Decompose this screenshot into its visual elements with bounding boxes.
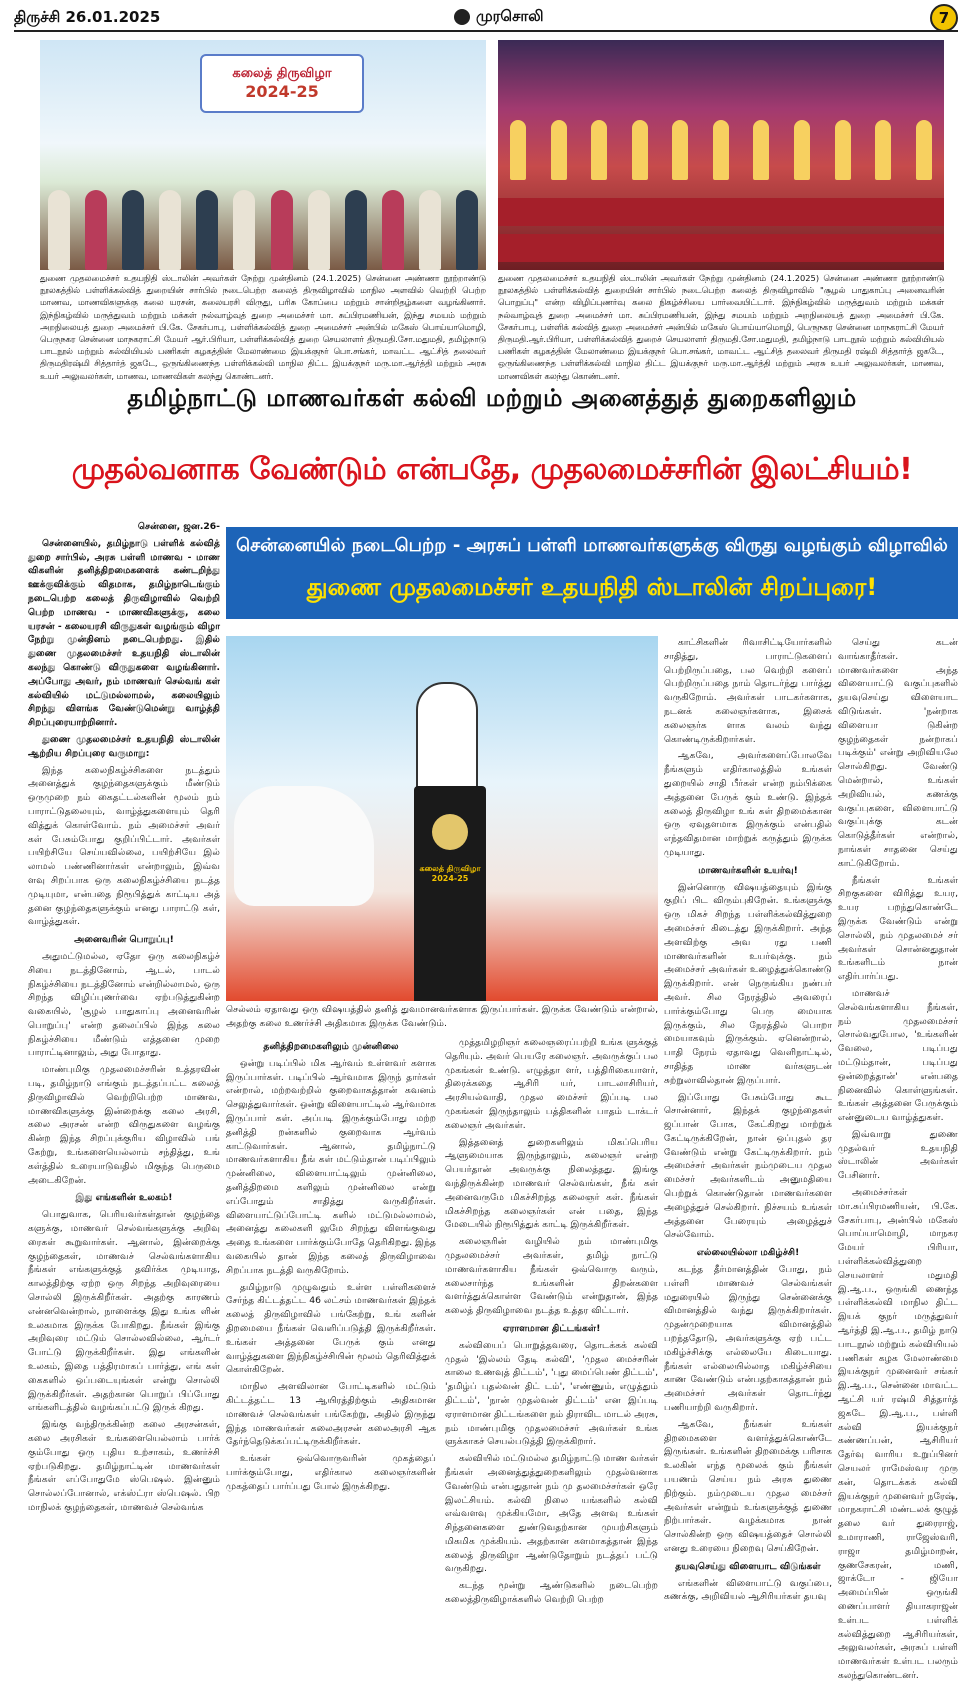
paragraph: கடந்த தீர்மானத்தின் போது, நம் பள்ளி மாணவச் செல்வங்கள் மதுரையில் இருந்து சென்னைக்கு விமானத்தில் வந்து இருக்கிறார்கள். முதன்முறையாக விமானத்தில் பறந்ததோடு, அவர்களுக்கு ஏற் பட்ட மகிழ்ச்சிக்கு எல்லையே கிடையாது. நீங்கள் எல்லையில்லாத மகிழ்ச்சியை காண வேண்டும் என்பதற்காகத்தான் நம் அமைச்சர் அவர்கள் தொடர்ந்து பணியாற்றி வருகிறார். xyxy=(664,1264,832,1414)
paragraph: இந்த கலைநிகழ்ச்சிகளை நடத்தும் அனைத்துக் குழந்தைகளுக்கும் மீண்டும் ஒருமுறை நம் கைதட்டல்களின் மூலம் நம் பாராட்டுதலையும், வாழ்த்துகளையும் தெரி வித்துக் கொள்வோம். நம் அமைச்சர் அவர் கள் பேசும்போது குறிப்பிட்டார். அவர்கள் பயிற்சியே செய்யவில்லை, பயிற்சியே இல் லாமல் பண்ணினார்கள் என்றாலும், இவ்வ ளவு சிறப்பாக ஒரு கலைநிகழ்ச்சியை நடத்த முடியுமா, என்பதை நிரூபித்துக் காட்டிய அத் தனை குழந்தைகளுக்கும் எனது பாராட்டு கள், வாழ்த்துகள். xyxy=(28,764,220,928)
podium-label: கலைத் திருவிழா 2024-25 xyxy=(419,864,481,883)
paragraph: இவ்வாறு துணை முதல்வர் உதயநிதி ஸ்டாலின் அவர்கள் பேசினார். xyxy=(838,1128,958,1182)
paragraph: மாணவச் செல்வங்களாகிய நீங்கள், நம் முதலமைச்சர் சொல்வதுபோல, 'உங்களின் வேலை, படிப்பது மட்டும்தான், படிப்பது ஒன்றைத்தான்' என்பதை நினைவில் கொள்ளுங்கள். உங்கள் அத்தனை பேருக்கும் என்னுடைய வாழ்த்துகள். xyxy=(838,987,958,1124)
paragraph: மாநில அளவிலான போட்டிகளில் மட்டும் கிட்டத்தட்ட 13 ஆயிரத்திற்கும் அதிகமான மாணவச் செல்வங்கள் பங்கேற்று, அதில் இருந்து இந்த மாணவர்கள் கலைஅரசன் கலைஅரசி ஆக தேர்ந்தெடுக்கப்பட்டிருக்கிறீர்கள். xyxy=(226,1381,436,1448)
article-column-1 xyxy=(28,520,220,1513)
speaker-continuation: செல்லம் ஏதாவது ஒரு விஷயத்தில் தனித் துவமானவர்களாக இருப்பார்கள். இருக்க வேண்டும் என்றால், அதற்கு கலை உணர்ச்சி அதிகமாக இருக்க வேண்டும். xyxy=(226,1004,658,1029)
paragraph: இன்னொரு விஷயத்தையும் இங்கு குறிப் பிட விரும்புகிறேன். உங்களுக்கு ஒரு மிகச் சிறந்த பள்ளிக்கல்வித்துறை அமைச்சர் கிடைத்து இருக்கிறார். அந்த அளவிற்கு அவ ரது பணி மாணவர்களின் உயர்வுக்கு. நம் அமைச்சர் அவர்கள் உழைத்துக்கொண்டு இருக்கிறார். என் நெருங்கிய நண்பர் அவர். சில நேரத்தில் அவரைப் பார்க்கும்போது பெரு மையாக இருக்கும், சில நேரத்தில் பொறா மையாகவும் இருக்கும். ஏனென்றால், பாதி நேரம் ஏதாவது வெளிநாட்டில், சாதித்த மாண வர்களுடன் சுற்றுலாவில்தான் இருப்பார். xyxy=(664,881,832,1086)
paragraph: துணை முதலமைச்சர் உதயநிதி ஸ்டாலின் ஆற்றிய சிறப்புரை வருமாறு: xyxy=(28,733,220,759)
paragraph: நீங்கள் உங்கள் சிறகுகளை விரித்து உயர, உயர பறந்துகொண்டே இருக்க வேண்டும் என்று சொல்லி, நம் முதலமைச் சர் அவர்கள் சொன்னதுதான் உங்களிடம் நான் எதிர்பார்ப்பது. xyxy=(838,874,958,983)
section-heading: ஏராளமான திட்டங்கள்! xyxy=(502,1322,601,1334)
paragraph: ஆகவே, நீங்கள் உங்கள் திறமைகளை வளர்த்துக்கொண்டே இருங்கள். உங்களின் திறமைக்கு பரிசாக உலகின் எந்த மூலைக் கும் நீங்கள் பயணம் செய்ய நம் அரசு துணை நிற்கும். நம்முடைய முதல மைச்சர் அவர்கள் என்றும் உங்களுக்குத் துணை நிற்பார்கள். வழக்கமாக நான் சொல்கின்ற ஒரு விஷயத்தைச் சொல்லி எனது உரையை நிறைவு செய்கிறேன். xyxy=(664,1418,832,1554)
photo-caption-right: துணை முதலமைச்சர் உதயநிதி ஸ்டாலின் அவர்கள் நேற்று முன்தினம் (24.1.2025) சென்னை அண்ணா நூற்றாண்டு நூலகத்தில் பள்ளிக்கல்வித் துறையின் சார்பில் நடைபெற்ற கலைத் திருவிழாவில் "சூழல் பாதுகாப்பு அனைவரின் பொறுப்பு" என்ற விழிப்புணர்வு கலை நிகழ்ச்சியை பார்வையிட்டார். இந்நிகழ்வில் மருத்துவம் மற்றும் மக்கள் நல்வாழ்வுத் துறை அமைச்சர் மா. சுப்பிரமணியன், இந்து சமயம் மற்றும் அறநிலையத் துறை அமைச்சர் பி.கே. சேகர்பாபு, பள்ளிக் கல்வித் துறை அமைச்சர் அன்பில் மகேஸ் பொய்யாமொழி, பெருநகர சென்னை மாநகராட்சி மேயர் திருமதி.ஆர்.பிரியா, பள்ளிக்கல்வித் துறைச் செயலாளர் திருமதி.சோ.மதுமதி, தமிழ்நாடு பாடநூல் மற்றும் கல்வியியல் பணிகள் கழகத்தின் மேலாண்மை இயக்குநர் பொ.சங்கர், மாவட்ட ஆட்சித் தலைவர் திருமதி ரஷ்மி சித்தார்த் ஜகடே, ஒருங்கிணைந்த பள்ளிக்கல்வி மாநில திட்ட இயக்குநர் மரு.மா.ஆர்த்தி மற்றும் அரசு உயர் அலுவலர்கள், மாணவ, மாணவிகள் கலந்து கொண்டனர். xyxy=(498,273,944,381)
paragraph: ஒன்று படிப்பில் மிக ஆர்வம் உள்ளவர் களாக இருப்பார்கள். படிப்பில் ஆர்வமாக இருந் தார்கள் என்றால், மற்றவற்றில் குறைவாகத்தான் கவனம் செலுத்துவார்கள். ஒன்று விளையாட்டில் ஆர்வமாக இருப்பார் கள். அப்படி இருக்கும்போது மற்ற தனித்தி றன்களில் குறைவாக ஆர்வம் காட்டுவார்கள். ஆனால், தமிழ்நாட்டு மாணவர்களாகிய நீங் கள் மட்டும்தான் படிப்பிலும் முன்னிலை, விளையாட்டிலும் முன்னிலை, தனித்திறமை களிலும் முன்னிலை என்று எப்போதும் சாதித்து வருகிறீர்கள். விளையாட்டுப்போட்டி களில் மட்டுமல்லாமல், அனைத்து கலைகளி லுமே சிறந்து விளங்குவது அதை உங்களை பார்க்கும்போதே தெரிகிறது. இந்த வகையில் தான் இந்த கலைத் திருவிழாவை சிறப்பாக நடத்தி வருகிறோம். xyxy=(226,1057,436,1276)
paragraph: எங்களின் விளையாட்டு வகுப்பை, கணக்கு, அறிவியல் ஆசிரியர்கள் தயவு xyxy=(664,1577,832,1603)
masthead xyxy=(454,7,544,27)
paragraph: கடந்த மூன்று ஆண்டுகளில் நடைபெற்ற கலைத்திருவிழாக்களில் வெற்றி பெற்ற xyxy=(445,1580,658,1606)
paragraph: ஆகவே, அவர்களைப்போலவே நீங்களும் எதிர்காலத்தில் உங்கள் துறையில் சாதி பீர்கள் என்ற நம்பிக்கை அத்தனை பேருக் கும் உண்டு. இந்தக் கலைத் திருவிழா உங் கள் திறமைக்கான ஒரு ஏவுதளமாக இருக்கும் என்பதில் எந்தவிதமான மாற்றுக் கருத்தும் இருக்க முடியாது. xyxy=(664,750,832,858)
sub-headline: தமிழ்நாட்டு மாணவர்கள் கல்வி மற்றும் அனைத்துத் துறைகளிலும் xyxy=(127,384,857,412)
podium xyxy=(414,786,486,1001)
paragraph: செய்து கடன் வாங்காதீர்கள். மாணவர்களை அந்த விளையாட்டு வகுப்புகளில் தயவுசெய்து விளையாட விடுங்கள். 'நன்றாக விளையா டுகின்ற குழந்தைகள் நன்றாகப் படிக்கும்' என்று அறிவியலே சொல்கிறது. வேண்டு மென்றால், உங்கள் அறிவியல், கணக்கு வகுப்புகளை, விளையாட்டு வகுப்புக்கு கடன் கொடுத்தீர்கள் என்றால், நாங்கள் சாதனை செய்து காட்டுகிறோம். xyxy=(838,637,958,869)
banner-year: 2024-25 xyxy=(245,82,319,101)
banner-title: கலைத் திருவிழா xyxy=(232,66,332,81)
section-heading: இது எங்களின் உலகம்! xyxy=(75,1192,173,1204)
government-seal-icon xyxy=(432,814,468,850)
newspaper-logo-icon xyxy=(454,9,470,25)
section-heading: மாணவர்களின் உயர்வு! xyxy=(698,864,798,876)
paragraph: இத்தனைத் துறைகளிலும் மிகப்பெரிய ஆளுமையாக இருந்தாலும், கலைஞர் என்ற பெயர்தான் அவருக்கு நிலைத்தது. இங்கு வந்திருக்கின்ற மாணவர் செல்வங்கள், நீங் கள் அனைவருமே மிகச்சிறந்த கலைஞர் கள். நீங்கள் மிகச்சிறந்த கலைஞர்கள் என் பதை, இந்த மேடையில் நிரூபித்துக் காட்டி இருக்கிறீர்கள். xyxy=(445,1136,658,1231)
section-heading: அனைவரின் பொறுப்பு! xyxy=(74,934,174,946)
photo-caption-left: துணை முதலமைச்சர் உதயநிதி ஸ்டாலின் அவர்கள் நேற்று முன்தினம் (24.1.2025) சென்னை அண்ணா நூற்றாண்டு நூலகத்தில் பள்ளிக்கல்வித் துறையின் சார்பில் நடைபெற்ற கலைத் திருவிழாவில் மாநில அளவில் வெற்றி பெற்ற மாணவ, மாணவிகளுக்கு கலை யரசன், கலையரசி விருது, பரிசு கோப்பை மற்றும் சான்றிதழ்களை வழங்கினார். இந்நிகழ்வில் மருத்துவம் மற்றும் மக்கள் நல்வாழ்வுத் துறை அமைச்சர் மா. சுப்பிரமணியன், இந்து சமயம் மற்றும் அறநிலையத் துறை அமைச்சர் பி.கே. சேகர்பாபு, பள்ளிக்கல்வித் துறை அமைச்சர் அன்பில் மகேஸ் பொய்யாமொழி, பெருநகர சென்னை மாநகராட்சி மேயர் ஆர்.பிரியா, பள்ளிக்கல்வித் துறை செயலாளர் திருமதி.சோ.மதுமதி, தமிழ்நாடு பாடநூல் மற்றும் கல்வியியல் பணிகள் கழகத்தின் மேலாண்மை இயக்குநர் பொ.சங்கர், மாவட்ட ஆட்சித் தலைவர் திருமதிரஷ்மி சித்தார்த் ஜகடே, ஒருங்கிணைந்த பள்ளிக்கல்வி மாநில திட்ட இயக்குநர் மரு.மா.ஆர்த்தி மற்றும் அரசு உயர் அலுவலர்கள், மாணவ, மாணவிகள் கலந்து கொண்டனர். xyxy=(40,273,486,381)
article-column-4 xyxy=(664,636,832,1603)
paragraph: முத்தமிழறிஞர் கலைஞரைப்பற்றி உங்க ளுக்குத் தெரியும். அவர் பெயரே கலைஞர். அவருக்குப் பல முகங்கள் உண்டு. எழுத்தா ளர், பத்திரிகையாளர், திரைக்கதை ஆசிரி யர், பாடலாசிரியர், அரசியல்வாதி, முதல மைச்சர் இப்படி பல முகங்கள் இருந்தாலும் பத்திகளின் பாதம் டாக்டர் கலைஞர் அவர்கள். xyxy=(445,1037,658,1131)
paragraph: கலைஞரின் வழியில் நம் மாண்புமிகு முதலமைச்சர் அவர்கள், தமிழ் நாட்டு மாணவர்களாகிய நீங்கள் ஒவ்வொரு வரும், கலைசார்ந்த உங்களின் திறன்களை வளர்த்துக்கொள்ள வேண்டும் என்றுதான், இந்த கலைத் திருவிழாவை நடத்த உத்தர விட்டார். xyxy=(445,1236,658,1317)
article-column-2 xyxy=(226,1036,436,1492)
paragraph: உங்கள் ஒவ்வொருவரின் முகத்தைப் பார்க்கும்போது, எதிர்கால கலைஞர்களின் முகத்தைப் பார்ப்பது போல் இருக்கிறது. xyxy=(226,1453,436,1492)
newspaper-name: முரசொலி xyxy=(476,7,544,25)
section-heading: எல்லையில்லா மகிழ்ச்சி! xyxy=(696,1247,800,1259)
speaker-photo xyxy=(226,636,658,1001)
speaker-figure xyxy=(416,682,478,796)
paragraph: இங்கு வந்திருக்கின்ற கலை அரசன்கள், கலை அரசிகள் உங்களையெல்லாம் பார்க் கும்போது ஒரு புதிய உற்சாகம், உணர்ச்சி ஏற்படுகிறது. தமிழ்நாட்டின் மாணவர்கள் நீங்கள் எப்போதுமே ஸ்பெஷல். இன்னும் சொல்லப்போனால், எக்ஸ்ட்ரா ஸ்பெஷல். பிற மாநிலக் குழந்தைகள், மாணவச் செல்வங்க xyxy=(28,1419,220,1513)
paragraph: அமைச்சர்கள் மா.சுப்பிரமணியன், பி.கே. சேகர்பாபு, அன்பில் மகேஸ் பொய்யாமொழி, மாநகர மேயர் பிரியா, பள்ளிக்கல்வித்துறை செயலாளர் மதுமதி இ.ஆ.ப., ஒருங்கி ணைந்த பள்ளிக்கல்வி மாநில திட்ட இயக் குநர் மருத்துவர் ஆர்த்தி இ.ஆ.ப., தமிழ் நாடு பாடநூல் மற்றும் கல்வியியல் பணிகள் கழக மேலாண்மை இயக்குநர் முனைவர் சங்கர் இ.ஆ.ப., சென்னை மாவட்ட ஆட்சி யர் ரஷ்மி சித்தார்த் ஜகடே இ.ஆ.ப., பள்ளி கல்வி இயக்குநர் கண்ணப்பன், ஆசிரியர் தேர்வு வாரிய உறுப்பினர் செயலர் ராமேஸ்வர முரு கன், தொடக்கக் கல்வி இயக்குநர் முனைவர் நரேஷ், மாநகராட்சி மண்டலக் குழுத் தலை வர் துரைராஜ், உமாராணி, ராஜேஸ்வரி, ராஜா தமிழ்மாறன், குணசேகரன், மணி, ஜாக்டோ - ஜியோ அமைப்பின் ஒருங்கி ணைப்பாளர் தியாகராஜன் உள்பட பள்ளிக் கல்வித்துறை ஆசிரியர்கள், அலுவலர்கள், அரசுப் பள்ளி மாணவர்கள் உள்பட பலரும் கலந்துகொண்டனர். xyxy=(838,1187,958,1681)
festival-banner xyxy=(200,54,364,113)
article-column-5 xyxy=(838,636,958,1681)
lead-paragraph: சென்னையில், தமிழ்நாடு பள்ளிக் கல்வித் துறை சார்பில், அரசு பள்ளி மாணவ - மாண விகளின் தனித்திறமைகளைக் கண்டறிந்து ஊக்குவிக்கும் விதமாக, தமிழ்நாடெங்கும் நடைபெற்ற கலைத் திருவிழாவில் வெற்றி பெற்ற மாணவ - மாணவிகளுக்கு, கலை யரசன் - கலையரசி விருதுகள் வழங்கும் விழா நேற்று முன்தினம் நடைபெற்றது. இதில் துணை முதலமைச்சர் உதயநிதி ஸ்டாலின் கலந்து கொண்டு விருதுகளை வழங்கினார். அப்போது அவர், நம் மாணவர் செல்வங் கள் கல்வியில் மட்டுமல்லாமல், கலையிலும் சிறந்து விளங்க வேண்டுமென்று வாழ்த்தி சிறப்புரையாற்றினார். xyxy=(28,537,220,729)
dancers xyxy=(498,110,944,180)
paragraph: கல்வியைப் பொறுத்தவரை, தொடக்கக் கல்வி முதல் 'இல்லம் தேடி கல்வி', 'முதல மைச்சரின் காலை உணவுத் திட்டம்', 'புது மைப்பெண் திட்டம்', 'தமிழ்ப் புதல்வன் திட் டம்', 'எண்ணும், எழுத்தும் திட்டம்', 'நான் முதல்வன் திட்டம்' என இப்படி ஏராளமான திட்டங்களை நம் திராவிட மாடல் அரசு, நம் மாண்புமிகு முதலமைச்சர் அவர்கள் உங்க ளுக்காகச் செயல்படுத்தி இருக்கிறார். xyxy=(445,1339,658,1448)
highlight-line-1: சென்னையில் நடைபெற்ற - அரசுப் பள்ளி மாணவர்களுக்கு விருது வழங்கும் விழாவில் xyxy=(236,535,948,556)
section-heading: தயவுசெய்து விளையாட விடுங்கள் xyxy=(675,1560,821,1572)
page-number: 7 xyxy=(930,4,958,32)
paragraph: கல்வியில் மட்டுமல்ல தமிழ்நாட்டு மாண வர்கள் நீங்கள் அனைத்துத்துறைகளிலும் முதல்வனாக வேண்டும் என்பதுதான் நம் மு தலமைச்சர்கள் ஒரே இலட்சியம். கல்வி நிலை யங்களில் கல்வி எவ்வளவு முக்கியமோ, அதே அளவு உங்கள் சிந்தனைகளை துண்டுவதற்கான முயற்சிகளும் மிகமிக முக்கியம். அதற்கான களமாகத்தான் இந்த கலைத் திருவிழா ஆண்டுதோறும் நடத்தப் பட்டு வருகிறது. xyxy=(445,1453,658,1575)
paragraph: அதுமட்டுமல்ல, ஏதோ ஒரு கலைநிகழ்ச் சியை நடத்தினோம், ஆடல், பாடல் நிகழ்ச்சியை நடத்தினோம் என்றில்லாமல், ஒரு சிறந்த விழிப்புணர்வை ஏற்படுத்துகின்ற வகையில், 'சூழல் பாதுகாப்பு அனைவரின் பொறுப்பு' என்ற தலைப்பில் இந்த கலை நிகழ்ச்சியை மீண்டும் எத்தனை முறை பாராட்டினாலும், அது போதாது. xyxy=(28,950,220,1059)
cow-sculpture xyxy=(234,786,374,906)
page-header xyxy=(14,4,958,32)
article-column-3 xyxy=(445,1036,658,1606)
dateline: சென்னை, ஜன.26- xyxy=(137,521,220,532)
paragraph: மாண்புமிகு முதலமைச்சரின் உத்தரவின் படி, தமிழ்நாடு எங்கும் நடத்தப்பட்ட கலைத் திருவிழாவில் வெற்றிபெற்ற மாணவ, மாணவிகளுக்கு இன்றைக்கு கலை அரசி, கலை அரசன் என்ற விருதுகளை வழங்கு கின்ற இந்த சிறப்புக்குரிய விழாவில் பங் கேற்று, உங்களையெல்லாம் சந்தித்து, உங் கள்த்தில் உரையாடுவதில் மிகுந்த பெருமை அடைகிறேன். xyxy=(28,1064,220,1186)
people-group xyxy=(40,160,486,270)
highlight-box xyxy=(226,527,958,619)
section-heading: தனித்திறமைகளிலும் முன்னிலை xyxy=(263,1041,399,1052)
paragraph: பொதுவாக, பெரியவர்கள்தான் குழந்தை களுக்கு, மாணவர் செல்வங்களுக்கு அறிவு ரைகள் கூறுவார்கள். ஆனால், இன்றைக்கு குழந்தைகள், மாணவச் செல்வங்களாகிய நீங்கள் எங்களுக்குத் தவிர்க்க முடியாத, காலத்திற்கு ஏற்ற ஒரு சிறந்த அறிவுரையை சொல்லி இருக்கிறீர்கள். அதற்கு காரணம் என்னவென்றால், நாளைக்கு இது உங்க ளின் உலகமாக இருக்க போகிறது. நீங்கள் இங்கு அறிவுரை மட்டும் சொல்லவில்லை, ஆர்டர் போட்டு இருக்கிறீர்கள். இது எங்களின் உலகம், இதை பத்திரமாகப் பார்த்து, எங் கள் கைகளில் ஒப்படையுங்கள் என்று சொல்லி இருக்கிறீர்கள். அதற்கான பொறுப் பிப்போது எங்களிடத்தில் வழங்கப்பட்டு இருக் கிறது. xyxy=(28,1209,220,1414)
performance-photo xyxy=(498,40,944,270)
award-ceremony-photo xyxy=(40,40,486,270)
paragraph: காட்சிகளின் ரிவாசிட்டியோர்களில் சாதித்து, பாராட்டுகளைப் பெற்றிருப்பதை, பல வெற்றி களைப் பெற்றிருப்பதை நாம் தொடர்ந்து பார்த்து வருகிறோம். அவர்கள் பாடகர்களாக, நடனக் கலைஞர்களாக, இசைக் கலைஞர்க ளாக வலம் வந்து கொண்டிருக்கிறார்கள். xyxy=(664,637,832,745)
paragraph: இப்போது பேசும்போது கூட சொன்னார், இந்தக் குழந்தைகள் ஜப்பான் போக, கேட்கிறது மாற்றுக் கேட்டிருக்கிறேன், நான் ஒப்புதல் தர வேண்டும் என்று கேட்டிருக்கிறார். நம் அமைச்சர் அவர்கள் நம்முடைய முதல மைச்சர் அவர்களிடம் அனுமதியை பெற்றுக் கொண்டுதான் மாணவர்களை அழைத்துச் செல்கிறார். நிச்சயம் உங்கள் அத்தனை பேரையும் அழைத்துச் செல்வோம். xyxy=(664,1091,832,1241)
highlight-line-2: துணை முதலமைச்சர் உதயநிதி ஸ்டாலின் சிறப்புரை! xyxy=(306,573,878,601)
edition-date: திருச்சி 26.01.2025 xyxy=(14,8,161,26)
main-headline: முதல்வனாக வேண்டும் என்பதே, முதலமைச்சரின் இலட்சியம்! xyxy=(71,452,913,487)
paragraph: தமிழ்நாடு முழுவதும் உள்ள பள்ளிகளைச் சேர்ந்த கிட்டத்தட்ட 46 லட்சம் மாணவர்கள் இந்தக் கலைத் திருவிழாவில் பங்கேற்று, உங் களின் திறமையை நீங்கள் வெளிப்படுத்தி இருக்கிறீர்கள். உங்கள் அத்தனை பேருக் கும் எனது வாழ்த்துகளை இந்நிகழ்ச்சியின் மூலம் தெரிவித்துக் கொள்கிறேன். xyxy=(226,1281,436,1376)
